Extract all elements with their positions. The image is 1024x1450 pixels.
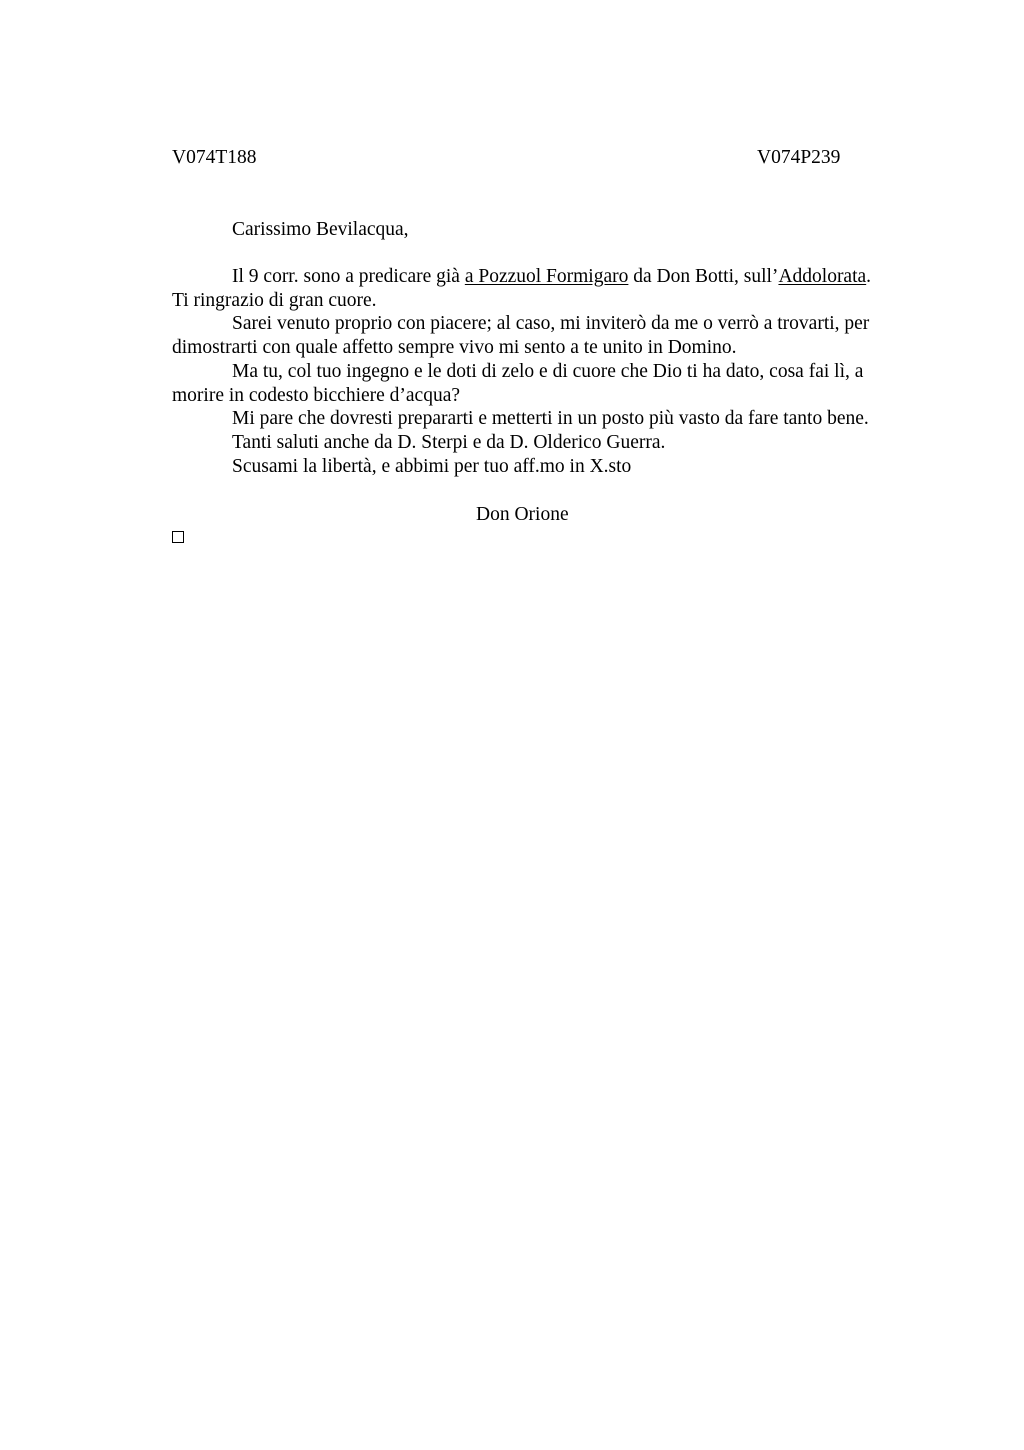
paragraph-2 [172,312,912,359]
paragraph-4-line-1: Mi pare che dovresti prepararti e metterti in un posto più vasto da fare tanto bene. [232,408,869,430]
paragraph-3-line-1: Ma tu, col tuo ingegno e le doti di zelo e di cuore che Dio ti ha dato, cosa fai lì, a [232,360,864,382]
underlined-place-name: a Pozzuol Formigaro [464,266,629,287]
paragraph-6 [172,455,912,479]
paragraph-2-line-1: Sarei venuto proprio con piacere; al caso, mi inviterò da me o verrò a trovarti, per [232,313,870,335]
letter-greeting: Carissimo Bevilacqua, [232,219,409,240]
paragraph-5-line-1: Tanti saluti anche da D. Sterpi e da D. Olderico Guerra. [232,431,666,453]
letter-signature: Don Orione [476,504,569,525]
paragraph-3-line-2: morire in codesto bicchiere d’acqua? [172,384,461,406]
underlined-feast-name: Addolorata [778,266,867,287]
text-run: Il 9 corr. sono a predicare già [232,266,465,287]
paragraph-1 [172,265,912,312]
paragraph-4 [172,407,912,431]
paragraph-5 [172,431,912,455]
document-code-right: V074P239 [757,147,841,168]
paragraph-1-line-2: Ti ringrazio di gran cuore. [172,289,377,311]
document-code-left: V074T188 [172,147,257,168]
letter-body [172,265,912,478]
paragraph-6-line-1: Scusami la libertà, e abbimi per tuo aff.mo in X.sto [232,455,632,477]
text-run: . [866,266,872,287]
paragraph-2-line-2: dimostrarti con quale affetto sempre vivo mi sento a te unito in Domino. [172,337,737,359]
text-run: da Don Botti, sull’ [628,266,779,287]
paragraph-3 [172,360,912,407]
square-box-icon [172,531,184,543]
paragraph-1-line-1 [172,265,912,289]
